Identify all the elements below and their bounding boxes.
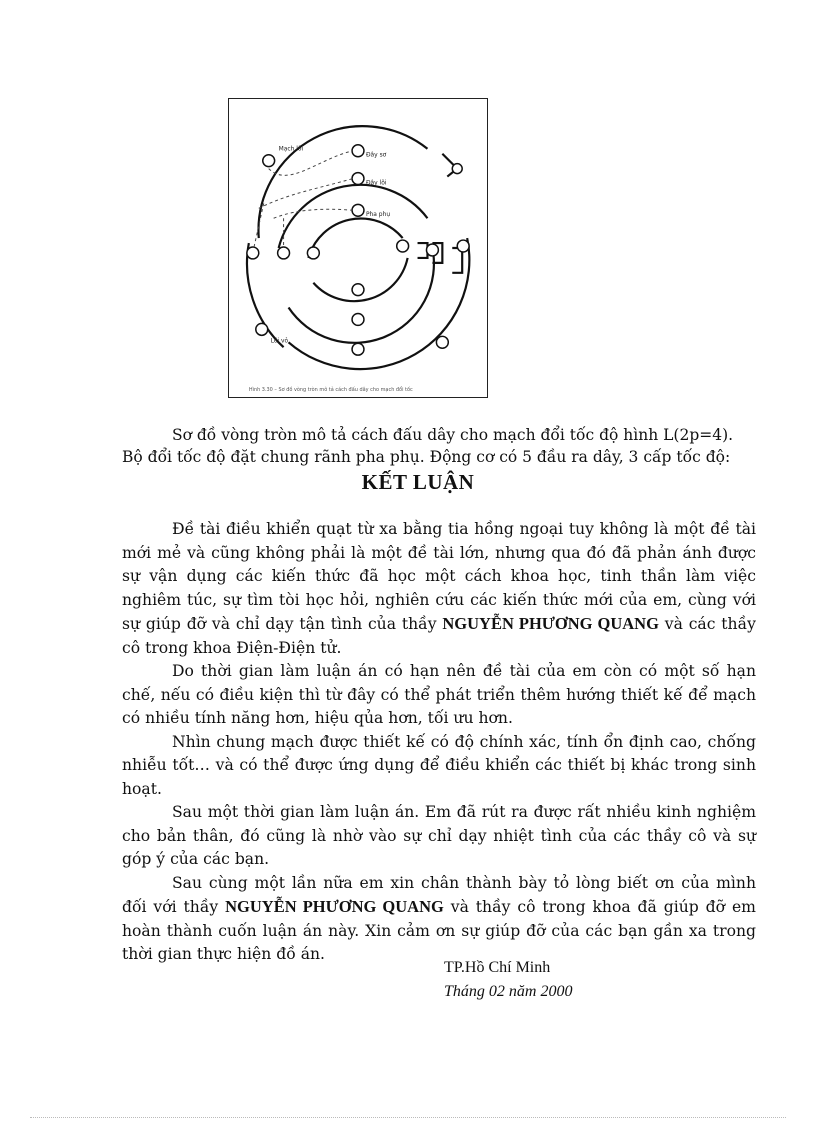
advisor-name: NGUYỄN PHƯƠNG QUANG: [442, 614, 659, 633]
paragraph-5-text: Sau cùng một lần nữa em xin chân thành bày tỏ lòng biết ơn của mình đối với thầy: [122, 873, 756, 916]
figure-caption: [122, 424, 762, 468]
middle-ring-arc: [279, 185, 428, 248]
paragraph-1: [122, 518, 756, 660]
paragraph-5-tail: và thầy cô trong khoa đã giúp đỡ em hoàn thành cuốn luận án này. Xin cảm ơn sự giúp đỡ của các bạn gần xa trong thời gian thực hiện đồ án.: [122, 898, 756, 963]
caption-line-2: Bộ đổi tốc độ đặt chung rãnh pha phụ. Động cơ có 5 đầu ra dây, 3 cấp tốc độ:: [122, 448, 731, 466]
signoff-place: TP.Hồ Chí Minh: [444, 959, 551, 976]
paragraph-2: Do thời gian làm luận án có hạn nên đề tài của em còn có một số hạn chế, nếu có điều kiện thì từ đây có thể phát triển thêm hướng thiết kế để mạch có nhiều tính năng hơn, hiệu qủa hơn, tối ưu hơn.: [122, 662, 756, 727]
paragraph-1-tail: và các thầy cô trong khoa Điện-Điện tử.: [122, 615, 756, 657]
caption-line-1: Sơ đồ vòng tròn mô tả cách đấu dây cho mạch đổi tốc độ hình L(2p=4).: [172, 426, 734, 444]
footer-divider: [30, 1117, 786, 1118]
advisor-name: NGUYỄN PHƯƠNG QUANG: [225, 897, 444, 916]
annotation-label: Đây lõi: [365, 179, 387, 187]
signoff-date: Tháng 02 năm 2000: [444, 983, 573, 1000]
winding-diagram: [229, 99, 487, 397]
section-heading: KẾT LUẬN: [361, 470, 475, 494]
paragraph-1-text: Đề tài điều khiển quạt từ xa bằng tia hồng ngoại tuy không là một đề tài mới mẻ và cũng không phải là một đề tài lớn, nhưng qua đó đã phản ánh được sự vận dụng các kiến thức đã học một cách khoa học, tinh thần làm việc nghiêm túc, sự tìm tòi học hỏi, nghiên cứu các kiến thức mới của em, cùng với sự giúp đỡ và chỉ dạy tận tình của thầy: [122, 520, 756, 633]
winding-diagram-figure: [228, 98, 488, 398]
annotation-label: Lõi vỏ: [270, 337, 289, 345]
signoff-block: [444, 956, 572, 1004]
annotation-label: Mạch lõi: [278, 145, 304, 153]
figure-footnote: Hình 3.30 – Sơ đồ vòng tròn mô tả cách đấu dây cho mạch đổi tốc: [248, 386, 413, 393]
paragraph-3: Nhìn chung mạch được thiết kế có độ chính xác, tính ổn định cao, chống nhiễu tốt… và có thể được ứng dụng để điều khiển các thiết bị khác trong sinh hoạt.: [122, 732, 756, 798]
annotation-label: Pha phụ: [365, 211, 391, 219]
inner-ring-arc: [308, 219, 402, 258]
paragraph-4: Sau một thời gian làm luận án. Em đã rút ra được rất nhiều kinh nghiệm cho bản thân, đó cũng là nhờ vào sự chỉ dạy nhiệt tình của các thầy cô và sự góp ý của các bạn.: [122, 803, 756, 868]
conclusion-body: [122, 518, 756, 967]
paragraph-5: [122, 872, 756, 967]
annotation-label: Đây sơ: [365, 151, 387, 159]
